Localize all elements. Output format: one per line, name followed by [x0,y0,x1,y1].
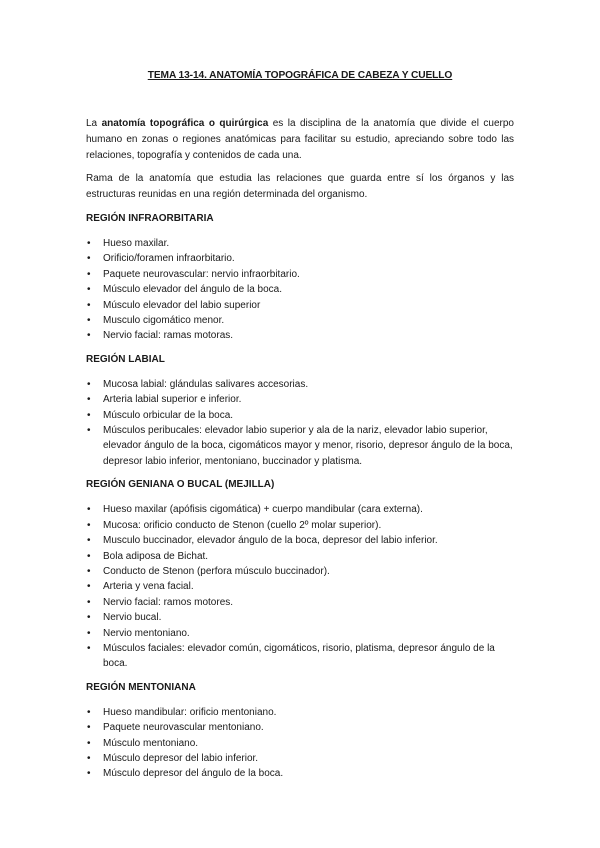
list-item-text: Paquete neurovascular: nervio infraorbitario. [103,268,300,280]
bullet-icon: • [87,706,91,718]
bullet-icon: • [87,315,91,327]
bullet-list [86,705,514,782]
list-item-text: Músculo depresor del labio inferior. [103,752,259,764]
list-item [86,377,514,392]
list-item [86,766,514,781]
list-item [86,267,514,282]
list-item [86,236,514,251]
section-heading: REGIÓN LABIAL [86,353,165,365]
bullet-icon: • [87,596,91,608]
intro-bold-term: anatomía topográfica o quirúrgica [101,118,269,129]
list-item-text: Musculo cigomático menor. [103,315,225,327]
section-heading: REGIÓN GENIANA O BUCAL (MEJILLA) [86,479,275,491]
bullet-icon: • [87,642,91,654]
document-body [86,116,514,788]
list-item-text: Músculo elevador del ángulo de la boca. [103,284,283,296]
bullet-icon: • [87,425,91,437]
list-item [86,502,514,517]
bullet-icon: • [87,504,91,516]
bullet-icon: • [87,519,91,531]
list-item-text: Músculo elevador del labio superior [103,299,261,311]
bullet-list [86,377,514,469]
list-item [86,549,514,564]
list-item [86,328,514,343]
list-item-text: Musculo buccinador, elevador ángulo de la boca, depresor del labio inferior. [103,535,438,547]
list-item-text: Hueso mandibular: orificio mentoniano. [103,706,277,718]
bullet-icon: • [87,627,91,639]
intro-suffix: es la disciplina de la anatomía que divide el cuerpo humano en zonas o regiones anatómicas para facilitar su estudio, apreciando sobre todo las relaciones, topografía y contenidos de cada una. [86,118,514,161]
bullet-icon: • [87,378,91,390]
bullet-icon: • [87,768,91,780]
intro-paragraph-1 [86,116,514,164]
list-item [86,533,514,548]
list-item-text: Músculo mentoniano. [103,737,199,749]
bullet-icon: • [87,565,91,577]
list-item [86,751,514,766]
bullet-icon: • [87,612,91,624]
list-item [86,564,514,579]
list-item [86,736,514,751]
list-item-text: Mucosa: orificio conducto de Stenon (cuello 2º molar superior). [103,519,382,531]
list-item-text: Nervio facial: ramas motoras. [103,330,234,342]
list-item [86,298,514,313]
list-item-text: Nervio mentoniano. [103,627,190,639]
bullet-icon: • [87,330,91,342]
list-item-text: Orificio/foramen infraorbitario. [103,253,235,265]
list-item-text: Hueso maxilar. [103,238,170,249]
list-item [86,251,514,266]
list-item [86,313,514,328]
bullet-list [86,502,514,671]
list-item-text: Músculo depresor del ángulo de la boca. [103,768,284,780]
list-item [86,392,514,407]
bullet-icon: • [87,722,91,734]
bullet-icon: • [87,238,91,249]
sections-container [86,212,514,782]
bullet-icon: • [87,550,91,562]
list-item [86,610,514,625]
bullet-icon: • [87,737,91,749]
list-item [86,595,514,610]
list-item-text: Arteria labial superior e inferior. [103,394,242,406]
list-item-text: Músculos faciales: elevador común, cigomáticos, risorio, platisma, depresor ángulo de la boca. [103,642,495,670]
list-item [86,518,514,533]
page-title: TEMA 13-14. ANATOMÍA TOPOGRÁFICA DE CABEZA Y CUELLO [147,70,453,81]
bullet-icon: • [87,409,91,421]
intro-prefix: La [86,118,102,129]
list-item-text: Mucosa labial: glándulas salivares accesorias. [103,378,309,390]
bullet-list [86,236,514,344]
list-item-text: Bola adiposa de Bichat. [103,550,209,562]
list-item [86,408,514,423]
list-item-text: Conducto de Stenon (perfora músculo buccinador). [103,565,330,577]
list-item [86,579,514,594]
bullet-icon: • [87,535,91,547]
list-item-text: Nervio bucal. [103,612,162,624]
list-item-text: Paquete neurovascular mentoniano. [103,722,264,734]
list-item [86,282,514,297]
bullet-icon: • [87,581,91,593]
list-item [86,626,514,641]
bullet-icon: • [87,394,91,406]
bullet-icon: • [87,752,91,764]
list-item [86,641,514,672]
bullet-icon: • [87,284,91,296]
list-item [86,705,514,720]
list-item-text: Arteria y vena facial. [103,581,194,593]
list-item-text: Nervio facial: ramos motores. [103,596,234,608]
list-item-text: Músculo orbicular de la boca. [103,409,234,421]
list-item [86,423,514,469]
section-heading: REGIÓN MENTONIANA [86,681,196,693]
section-heading: REGIÓN INFRAORBITARIA [86,213,214,224]
list-item [86,720,514,735]
bullet-icon: • [87,253,91,265]
list-item-text: Músculos peribucales: elevador labio superior y ala de la nariz, elevador labio superior, elevador ángulo de la boca, cigomáticos mayor y menor, risorio, depresor ángulo de la boca, depresor labio inferior, mentoniano, buccinador y platisma. [103,425,513,467]
bullet-icon: • [87,299,91,311]
intro-paragraph-2: Rama de la anatomía que estudia las relaciones que guarda entre sí los órganos y las estructuras reunidas en una región determinada del organismo. [86,173,514,200]
list-item-text: Hueso maxilar (apófisis cigomática) + cuerpo mandibular (cara externa). [103,504,423,516]
bullet-icon: • [87,268,91,280]
